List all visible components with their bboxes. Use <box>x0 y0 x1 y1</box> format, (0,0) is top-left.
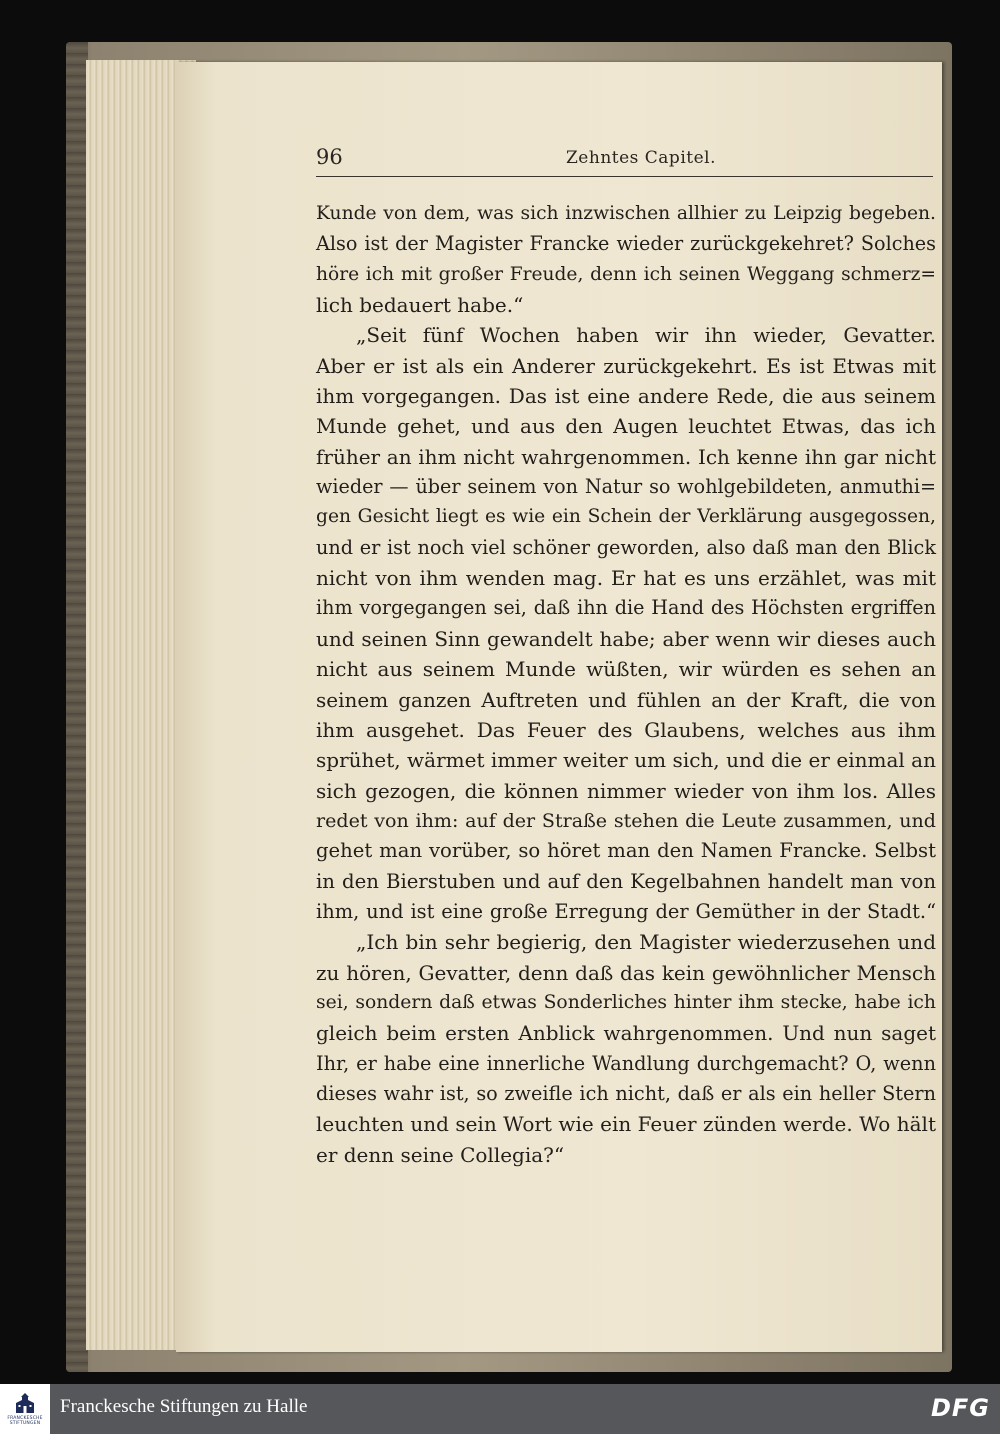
text-line: Munde gehet, und aus den Augen leuchtet Etwas, das ich <box>316 414 936 439</box>
text-line: „Ich bin sehr begierig, den Magister wiederzusehen und <box>356 930 936 955</box>
text-line: gehet man vorüber, so höret man den Namen Francke. Selbst <box>316 839 936 863</box>
text-line: leuchten und sein Wort wie ein Feuer zünden werde. Wo hält <box>316 1112 936 1137</box>
orphanage-building-icon <box>14 1392 36 1414</box>
text-line: gen Gesicht liegt es wie ein Schein der Verklärung ausgegossen, <box>316 506 936 528</box>
page-number: 96 <box>316 145 343 169</box>
text-line: ihm, und ist eine große Erregung der Gemüther in der Stadt.“ <box>316 899 936 923</box>
text-line: sprühet, wärmet immer weiter um sich, und die er einmal an <box>316 748 936 773</box>
text-line: sich gezogen, die können nimmer wieder von ihm los. Alles <box>316 778 936 803</box>
text-line: ihm vorgegangen sei, daß ihn die Hand des Höchsten ergriffen <box>316 596 936 620</box>
header-rule <box>316 176 933 177</box>
logo-text-line1: FRANCKESCHE <box>7 1416 43 1421</box>
text-line: in den Bierstuben und auf den Kegelbahnen handelt man von <box>316 869 936 893</box>
footer-title: Franckesche Stiftungen zu Halle <box>60 1396 308 1417</box>
text-line: ihm ausgehet. Das Feuer des Glaubens, welches aus ihm <box>316 717 936 742</box>
text-line: und er ist noch viel schöner geworden, also daß man den Blick <box>316 535 936 559</box>
text-line: Aber er ist als ein Anderer zurückgekehrt. Es ist Etwas mit <box>316 353 936 378</box>
text-line: „Seit fünf Wochen haben wir ihn wieder, Gevatter. <box>356 323 936 348</box>
body-text <box>316 199 936 1170</box>
logo-text-line2: STIFTUNGEN <box>9 1421 41 1426</box>
text-line: lich bedauert habe.“ <box>316 293 524 318</box>
text-line: Also ist der Magister Francke wieder zurückgekehret? Solches <box>316 232 936 256</box>
text-line: nicht aus seinem Munde wüßten, wir würden es sehen an <box>316 657 936 682</box>
text-line: redet von ihm: auf der Straße stehen die Leute zusammen, und <box>316 809 936 832</box>
text-line: sei, sondern daß etwas Sonderliches hinter ihm stecke, habe ich <box>316 991 936 1013</box>
dfg-logo[interactable]: DFG <box>930 1394 990 1422</box>
text-line: höre ich mit großer Freude, denn ich seinen Weggang schmerz= <box>316 263 936 285</box>
text-line: gleich beim ersten Anblick wahrgenommen. Und nun saget <box>316 1021 936 1046</box>
text-line: und seinen Sinn gewandelt habe; aber wenn wir dieses auch <box>316 626 936 651</box>
franckesche-logo[interactable] <box>0 1384 50 1434</box>
text-line: zu hören, Gevatter, denn daß das kein gewöhnlicher Mensch <box>316 960 936 985</box>
text-line: früher an ihm nicht wahrgenommen. Ich kenne ihn gar nicht <box>316 444 936 469</box>
text-line: Kunde von dem, was sich inzwischen allhier zu Leipzig begeben. <box>316 203 936 224</box>
text-line: ihm vorgegangen. Das ist eine andere Rede, die aus seinem <box>316 384 936 409</box>
logo-text <box>0 1416 50 1426</box>
text-line: er denn seine Collegia?“ <box>316 1142 565 1167</box>
page-header <box>316 145 933 175</box>
running-head: Zehntes Capitel. <box>566 148 716 168</box>
book-spine <box>66 42 88 1372</box>
text-line: Ihr, er habe eine innerliche Wandlung durchgemacht? O, wenn <box>316 1051 936 1075</box>
text-line: wieder — über seinem von Natur so wohlgebildeten, anmuthi= <box>316 475 936 499</box>
text-line: dieses wahr ist, so zweifle ich nicht, daß er als ein heller Stern <box>316 1081 936 1105</box>
footer-bar <box>0 1384 1000 1434</box>
text-line: nicht von ihm wenden mag. Er hat es uns erzählet, was mit <box>316 566 936 591</box>
text-line: seinem ganzen Auftreten und fühlen an der Kraft, die von <box>316 687 936 712</box>
